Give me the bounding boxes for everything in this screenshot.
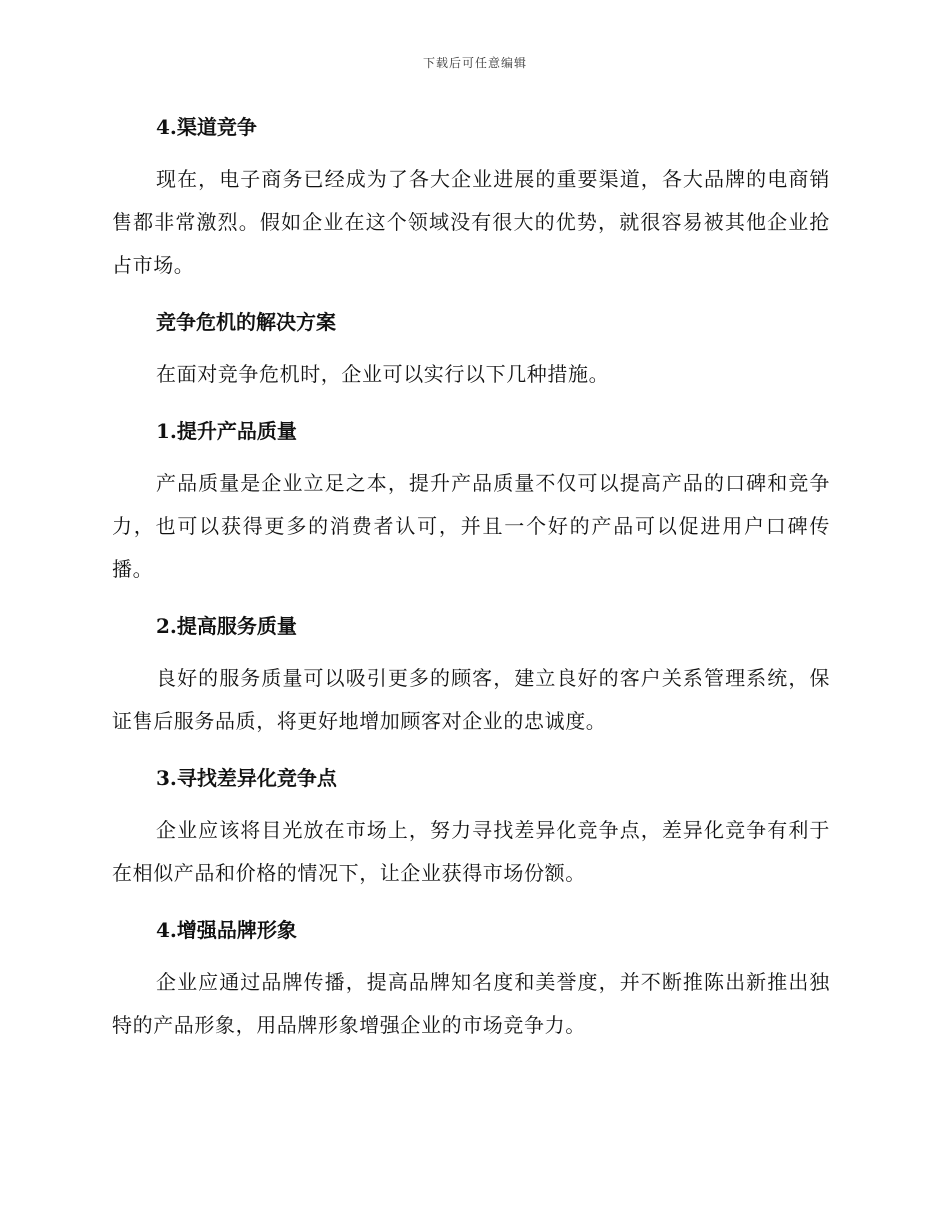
section-heading-service-quality: 2.提高服务质量 — [156, 614, 297, 638]
section-paragraph-channel-competition: 现在，电子商务已经成为了各大企业进展的重要渠道，各大品牌的电商销售都非常激烈。假如企业在这个领域没有很大的优势，就很容易被其他企业抢占市场。 — [112, 167, 830, 277]
section-paragraph-service-quality: 良好的服务质量可以吸引更多的顾客，建立良好的客户关系管理系统，保证售后服务品质，将更好地增加顾客对企业的忠诚度。 — [112, 666, 830, 733]
section-heading-brand-image: 4.增强品牌形象 — [156, 918, 297, 942]
section-paragraph-differentiation: 企业应该将目光放在市场上，努力寻找差异化竞争点，差异化竞争有利于在相似产品和价格的情况下，让企业获得市场份额。 — [112, 818, 830, 885]
document-body — [112, 108, 830, 1047]
page-header-note: 下载后可任意编辑 — [422, 56, 527, 70]
section-paragraph-product-quality: 产品质量是企业立足之本，提升产品质量不仅可以提高产品的口碑和竞争力，也可以获得更多的消费者认可，并且一个好的产品可以促进用户口碑传播。 — [112, 471, 830, 581]
section-heading-product-quality: 1.提升产品质量 — [156, 419, 297, 443]
section-paragraph-brand-image: 企业应通过品牌传播，提高品牌知名度和美誉度，并不断推陈出新推出独特的产品形象，用品牌形象增强企业的市场竞争力。 — [112, 970, 830, 1037]
section-paragraph-solutions: 在面对竞争危机时，企业可以实行以下几种措施。 — [156, 362, 610, 386]
section-heading-solutions: 竞争危机的解决方案 — [156, 310, 336, 334]
section-heading-channel-competition: 4.渠道竞争 — [156, 115, 257, 139]
section-heading-differentiation: 3.寻找差异化竞争点 — [156, 766, 337, 790]
